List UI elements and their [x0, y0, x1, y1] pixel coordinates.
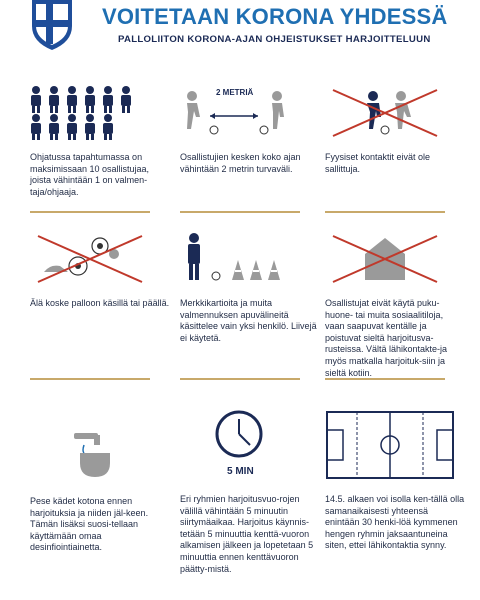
rule-text-9: 14.5. alkaen voi isolla ken-tällä olla samanaikaisesti yhteensä enintään 30 henki-löä kymmenen hengen ryhmin jaksaantuneina siten, ettei lähikontaktia synny.	[325, 494, 465, 551]
rule-text-1: Ohjatussa tapahtumassa on maksimissaan 10 osallistujaa, joista vähintään 1 on valmen-taja/ohjaaja.	[30, 152, 150, 197]
divider	[325, 378, 445, 380]
no-locker-room-icon	[325, 232, 475, 286]
rule-text-4: Älä koske palloon käsillä tai päällä.	[30, 298, 170, 308]
header	[0, 0, 480, 58]
rule-text-6: Osallistujat eivät käytä puku-huone- tai muita sosiaalitiloja, vaan saapuvat kentälle ja poistuvat sieltä harjoitusva-rusteissa. Vältä lähikontakte-ja myös matkalla harjoituk-siin ja sieltä kotiin.	[325, 298, 448, 378]
distance-label: 2 METRIÄ	[216, 88, 254, 97]
time-label: 5 MIN	[227, 466, 254, 477]
rule-text-3: Fyysiset kontaktit eivät ole sallittuja.	[325, 152, 431, 174]
clock-icon	[180, 410, 330, 464]
divider	[180, 378, 300, 380]
divider	[30, 211, 150, 213]
page-subtitle: PALLOLIITON KORONA-AJAN OHJEISTUKSET HARJOITTELUUN	[118, 34, 431, 45]
divider	[325, 211, 445, 213]
people-group-icon	[30, 86, 180, 140]
rule-text-5: Merkkikartioita ja muita valmennuksen apuvälineitä käsittelee vain yksi henkilö. Liivejä ei käytetä.	[180, 298, 317, 343]
coach-cones-icon	[180, 232, 330, 286]
divider	[30, 378, 150, 380]
palloliitto-logo	[28, 0, 76, 50]
page-title: VOITETAAN KORONA YHDESSÄ	[102, 4, 448, 29]
no-touch-ball-icon	[30, 232, 180, 286]
no-contact-icon	[325, 86, 475, 140]
divider	[180, 211, 300, 213]
two-meter-distance-icon	[180, 86, 330, 140]
hand-wash-icon	[30, 410, 180, 490]
rule-text-8: Eri ryhmien harjoitusvuo-rojen välillä vähintään 5 minuutin siirtymäaikaa. Harjoitus käynnis-tetään 5 minuuttia kenttä-vuoron alkamisen jälkeen ja lopetetaan 5 minuuttia ennen kenttävuoron päätty-mistä.	[180, 494, 314, 574]
rule-text-7: Pese kädet kotona ennen harjoituksia ja niiden jäl-keen. Tämän lisäksi suosi-tellaan käyttämään omaa desinfiointiainetta.	[30, 496, 149, 553]
football-field-icon	[325, 410, 455, 480]
rule-text-2: Osallistujien kesken koko ajan vähintään 2 metrin turvaväli.	[180, 152, 301, 174]
